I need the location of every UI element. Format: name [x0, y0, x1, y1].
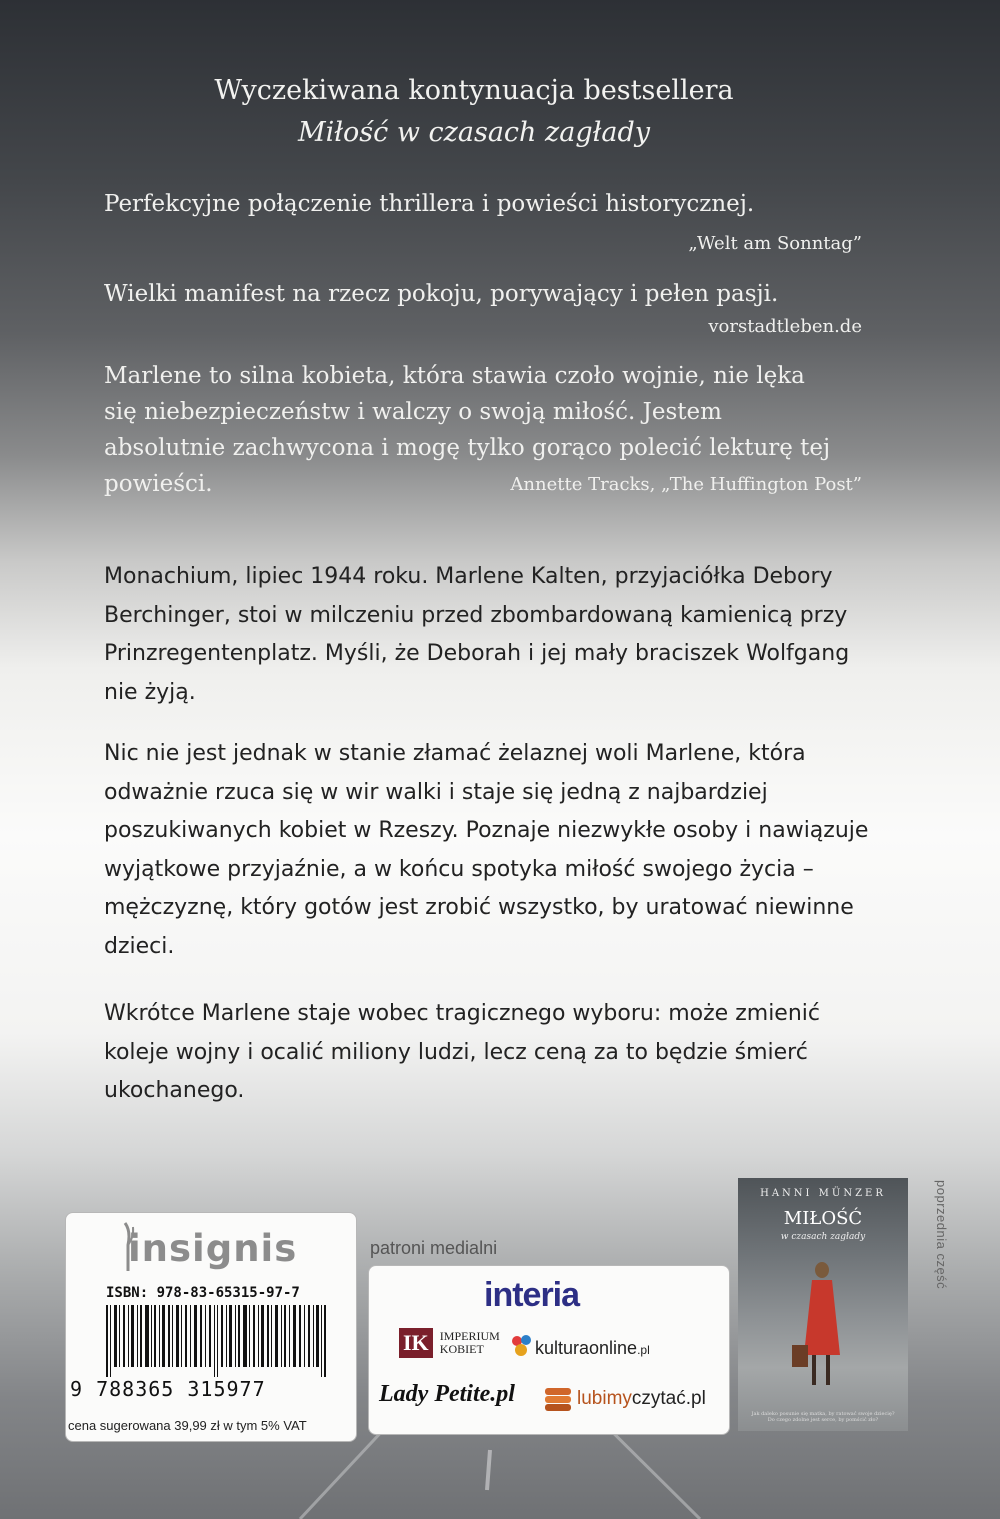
ik-line-1: IMPERIUM	[439, 1329, 500, 1343]
czytac-part: czytać.pl	[631, 1388, 706, 1409]
lubimy-part: lubimy	[577, 1388, 632, 1409]
previous-part-label: poprzednia część	[934, 1180, 949, 1290]
header-line-2: Miłość w czasach zagłady	[297, 117, 651, 148]
kulturaonline-logo	[535, 1338, 650, 1359]
quote-1: Perfekcyjne połączenie thrillera i powieści historycznej.	[104, 191, 755, 217]
header-line-1: Wyczekiwana kontynuacja bestsellera	[214, 75, 734, 106]
previous-book-title: MIŁOŚĆ	[783, 1208, 863, 1229]
quote-3-source: Annette Tracks, „The Huffington Post”	[510, 474, 862, 495]
kulturaonline-icon	[511, 1334, 533, 1358]
description-paragraph-3: Wkrótce Marlene staje wobec tragicznego wyboru: może zmienić koleje wojny i ocalić miliony ludzi, lecz ceną za to będzie śmierć ukochanego.	[104, 1001, 820, 1103]
quote-3: Marlene to silna kobieta, która stawia czoło wojnie, nie lęka się niebezpieczeństw i walczy o swoją miłość. Jestem absolutnie zachwycona i mogę tylko gorąco polecić lekturę tej powieści.	[104, 363, 831, 497]
isbn-number: ISBN: 978-83-65315-97-7	[106, 1285, 300, 1301]
lady-petite-logo: Lady Petite.pl	[379, 1381, 515, 1407]
quote-2-source: vorstadtleben.de	[708, 316, 862, 337]
barcode	[106, 1305, 328, 1377]
header-tagline	[0, 70, 948, 154]
isbn-box	[65, 1212, 357, 1442]
previous-book-cover	[738, 1178, 908, 1431]
interia-logo: interia	[484, 1276, 580, 1314]
ik-text	[440, 1330, 500, 1356]
description-paragraph-1: Monachium, lipiec 1944 roku. Marlene Kalten, przyjaciółka Debory Berchinger, stoi w milczeniu przed zbombardowaną kamienicą przy Prinzregentenplatz. Myśli, że Deborah i jej mały braciszek Wolfgang nie żyją.	[104, 564, 850, 705]
woman-in-red-coat-illustration	[782, 1260, 862, 1400]
previous-book-caption: Jak daleko posunie się matka, by ratować swoje dziecię? Do czego zdolne jest serce, by pomścić zło?	[751, 1411, 895, 1423]
price-label: cena sugerowana 39,99 zł w tym 5% VAT	[68, 1418, 307, 1433]
lubimyczytac-book-icon	[543, 1384, 573, 1414]
ik-line-2: KOBIET	[439, 1342, 484, 1356]
quote-1-source: „Welt am Sonntag”	[688, 233, 862, 254]
kulturaonline-tld: .pl	[637, 1343, 650, 1357]
previous-book-subtitle: w czasach zagłady	[780, 1232, 866, 1242]
publisher-logo: insignis	[128, 1227, 298, 1270]
quote-2: Wielki manifest na rzecz pokoju, porywający i pełen pasji.	[104, 281, 779, 307]
lubimyczytac-logo	[577, 1388, 706, 1410]
kulturaonline-name: kulturaonline	[535, 1338, 638, 1358]
barcode-digits: 9 788365 315977	[70, 1377, 266, 1401]
imperium-kobiet-logo	[399, 1328, 500, 1358]
media-patrons-box	[368, 1265, 730, 1435]
patrons-label: patroni medialni	[370, 1238, 498, 1258]
previous-book-author: HANNI MÜNZER	[760, 1188, 886, 1199]
description-paragraph-2: Nic nie jest jednak w stanie złamać żelaznej woli Marlene, która odważnie rzuca się w wir walki i staje się jedną z najbardziej poszukiwanych kobiet w Rzeszy. Poznaje niezwykłe osoby i nawiązuje wyjątkowe przyjaźnie, a w końcu spotyka miłość swojego życia – mężczyznę, który gotów jest zrobić wszystko, by uratować niewinne dzieci.	[104, 741, 869, 959]
ik-mark: IK	[399, 1328, 433, 1358]
